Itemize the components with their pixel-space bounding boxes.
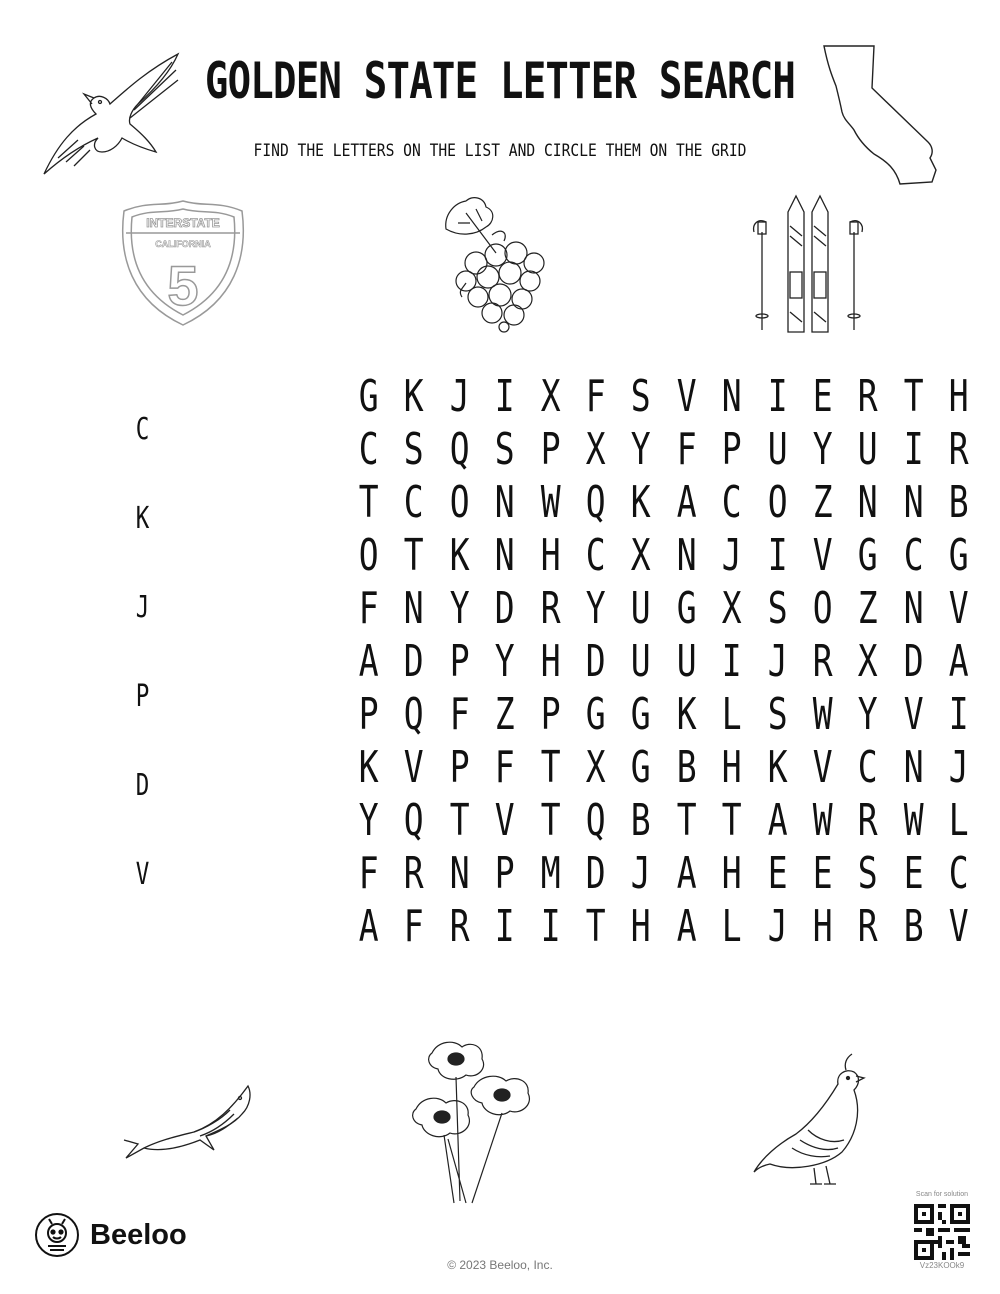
- grid-cell[interactable]: D: [404, 636, 425, 687]
- grid-cell[interactable]: J: [767, 636, 788, 687]
- grid-cell[interactable]: N: [858, 477, 878, 528]
- grid-cell[interactable]: V: [404, 742, 425, 793]
- page-title: GOLDEN STATE LETTER SEARCH: [204, 52, 796, 110]
- skis-icon: [748, 192, 868, 334]
- grid-cell[interactable]: S: [767, 583, 788, 634]
- word-list-item: P: [135, 679, 150, 714]
- grid-cell[interactable]: G: [676, 583, 697, 634]
- grid-cell[interactable]: Q: [585, 477, 606, 528]
- grid-cell[interactable]: K: [404, 371, 425, 422]
- grid-cell[interactable]: W: [812, 689, 833, 740]
- grid-cell[interactable]: R: [449, 901, 470, 952]
- grid-cell[interactable]: T: [449, 795, 470, 846]
- grid-cell[interactable]: X: [585, 424, 606, 475]
- grid-cell[interactable]: A: [358, 636, 379, 687]
- sign-number: 5: [167, 254, 199, 317]
- grid-cell[interactable]: U: [676, 636, 697, 687]
- qr-code-icon: [914, 1204, 970, 1260]
- grid-cell[interactable]: N: [449, 848, 470, 899]
- grid-cell[interactable]: J: [631, 848, 651, 899]
- grid-cell[interactable]: N: [404, 583, 425, 634]
- grid-cell[interactable]: R: [404, 848, 425, 899]
- grid-cell[interactable]: U: [767, 424, 788, 475]
- grid-cell[interactable]: P: [449, 742, 470, 793]
- grid-cell[interactable]: H: [812, 901, 833, 952]
- grid-cell[interactable]: E: [812, 371, 833, 422]
- grid-cell[interactable]: H: [540, 530, 561, 581]
- grid-cell[interactable]: H: [540, 636, 561, 687]
- grid-cell[interactable]: V: [812, 530, 833, 581]
- interstate-sign-icon: [118, 197, 248, 329]
- grid-cell[interactable]: G: [948, 530, 969, 581]
- grid-cell[interactable]: X: [585, 742, 606, 793]
- grid-cell[interactable]: V: [948, 583, 969, 634]
- grid-cell[interactable]: Y: [494, 636, 515, 687]
- grid-cell[interactable]: A: [767, 795, 788, 846]
- grid-cell[interactable]: I: [948, 689, 969, 740]
- grid-cell[interactable]: Y: [585, 583, 606, 634]
- word-list-item: C: [135, 412, 150, 447]
- grid-cell[interactable]: C: [858, 742, 878, 793]
- grid-cell[interactable]: D: [585, 636, 606, 687]
- grid-cell[interactable]: Y: [858, 689, 878, 740]
- grid-cell[interactable]: B: [631, 795, 651, 846]
- grid-cell[interactable]: S: [858, 848, 878, 899]
- grid-cell[interactable]: Q: [404, 689, 425, 740]
- grid-cell[interactable]: S: [404, 424, 425, 475]
- grid-cell[interactable]: P: [540, 689, 561, 740]
- grid-cell[interactable]: I: [494, 371, 515, 422]
- grid-cell[interactable]: Y: [358, 795, 379, 846]
- grid-cell[interactable]: O: [812, 583, 833, 634]
- copyright: © 2023 Beeloo, Inc.: [447, 1258, 553, 1272]
- word-list-item: J: [135, 590, 150, 625]
- grid-cell[interactable]: F: [404, 901, 425, 952]
- grid-cell[interactable]: G: [585, 689, 606, 740]
- grid-cell[interactable]: Z: [494, 689, 515, 740]
- grid-cell[interactable]: X: [631, 530, 651, 581]
- grid-cell[interactable]: E: [903, 848, 924, 899]
- grid-cell[interactable]: P: [721, 424, 742, 475]
- grid-cell[interactable]: H: [721, 742, 742, 793]
- word-list-item: K: [135, 501, 150, 536]
- qr-code-label: Vz23KOOk9: [919, 1261, 965, 1270]
- grid-cell[interactable]: G: [358, 371, 379, 422]
- grid-cell[interactable]: N: [494, 477, 515, 528]
- grid-cell[interactable]: P: [540, 424, 561, 475]
- grid-cell[interactable]: Q: [585, 795, 606, 846]
- grid-cell[interactable]: W: [903, 795, 924, 846]
- grid-cell[interactable]: T: [540, 795, 561, 846]
- grid-cell[interactable]: B: [903, 901, 924, 952]
- grid-cell[interactable]: C: [721, 477, 742, 528]
- grid-cell[interactable]: K: [631, 477, 651, 528]
- grid-cell[interactable]: K: [449, 530, 470, 581]
- grid-cell[interactable]: F: [358, 848, 379, 899]
- grid-cell[interactable]: C: [948, 848, 969, 899]
- grid-cell[interactable]: J: [449, 371, 470, 422]
- grid-cell[interactable]: S: [767, 689, 788, 740]
- grid-cell[interactable]: T: [903, 371, 924, 422]
- grid-cell[interactable]: F: [676, 424, 697, 475]
- grid-cell[interactable]: T: [676, 795, 697, 846]
- grid-cell[interactable]: K: [767, 742, 788, 793]
- grid-cell[interactable]: H: [631, 901, 651, 952]
- grid-cell[interactable]: C: [903, 530, 924, 581]
- poppies-icon: [408, 1035, 548, 1207]
- sign-interstate-label: INTERSTATE: [146, 216, 220, 230]
- grid-cell[interactable]: R: [540, 583, 561, 634]
- grid-cell[interactable]: E: [812, 848, 833, 899]
- grid-cell[interactable]: M: [540, 848, 561, 899]
- grid-cell[interactable]: T: [404, 530, 425, 581]
- grid-cell[interactable]: I: [494, 901, 515, 952]
- grid-cell[interactable]: V: [676, 371, 697, 422]
- grid-cell[interactable]: O: [767, 477, 788, 528]
- grid-cell[interactable]: X: [540, 371, 561, 422]
- grid-cell[interactable]: J: [767, 901, 788, 952]
- grid-cell[interactable]: H: [948, 371, 969, 422]
- grid-cell[interactable]: S: [494, 424, 515, 475]
- grid-cell[interactable]: L: [721, 901, 742, 952]
- grid-cell[interactable]: C: [358, 424, 379, 475]
- brand-logo: [34, 1212, 187, 1258]
- grid-cell[interactable]: I: [767, 530, 788, 581]
- grid-cell[interactable]: T: [721, 795, 742, 846]
- word-list: [120, 412, 165, 946]
- grid-cell[interactable]: N: [721, 371, 742, 422]
- grid-cell[interactable]: R: [812, 636, 833, 687]
- grid-cell[interactable]: R: [858, 795, 878, 846]
- california-map-icon: [818, 42, 954, 188]
- grid-cell[interactable]: I: [721, 636, 742, 687]
- grid-cell[interactable]: A: [676, 477, 697, 528]
- word-list-item: D: [135, 768, 150, 803]
- whale-icon: [120, 1078, 260, 1164]
- grid-cell[interactable]: G: [631, 742, 651, 793]
- grid-cell[interactable]: G: [631, 689, 651, 740]
- grid-cell[interactable]: P: [494, 848, 515, 899]
- grid-cell[interactable]: K: [358, 742, 379, 793]
- quail-icon: [752, 1048, 872, 1188]
- grid-cell[interactable]: C: [585, 530, 606, 581]
- grid-cell[interactable]: C: [404, 477, 425, 528]
- grid-cell[interactable]: N: [676, 530, 697, 581]
- grid-cell[interactable]: Y: [812, 424, 833, 475]
- grapes-icon: [436, 193, 551, 333]
- grid-cell[interactable]: F: [585, 371, 606, 422]
- grid-cell[interactable]: G: [858, 530, 878, 581]
- grid-cell[interactable]: D: [494, 583, 515, 634]
- grid-cell[interactable]: N: [903, 742, 924, 793]
- grid-cell[interactable]: D: [585, 848, 606, 899]
- grid-cell[interactable]: T: [540, 742, 561, 793]
- sign-state-label: CALIFORNIA: [155, 239, 211, 249]
- grid-cell[interactable]: I: [767, 371, 788, 422]
- grid-cell[interactable]: N: [903, 583, 924, 634]
- grid-cell[interactable]: L: [948, 795, 969, 846]
- grid-cell[interactable]: A: [358, 901, 379, 952]
- grid-cell[interactable]: F: [449, 689, 470, 740]
- grid-cell[interactable]: R: [858, 371, 878, 422]
- grid-cell[interactable]: W: [540, 477, 561, 528]
- grid-cell[interactable]: I: [540, 901, 561, 952]
- grid-cell[interactable]: Z: [858, 583, 878, 634]
- grid-cell[interactable]: Q: [449, 424, 470, 475]
- grid-cell[interactable]: Q: [404, 795, 425, 846]
- qr-caption: Scan for solution: [915, 1191, 969, 1198]
- brand-name: Beeloo: [90, 1218, 187, 1251]
- grid-cell[interactable]: Z: [812, 477, 833, 528]
- grid-cell[interactable]: R: [858, 901, 878, 952]
- grid-cell[interactable]: T: [358, 477, 379, 528]
- grid-cell[interactable]: A: [676, 901, 697, 952]
- bee-logo-icon: [34, 1212, 80, 1258]
- grid-cell[interactable]: R: [948, 424, 969, 475]
- grid-cell[interactable]: E: [767, 848, 788, 899]
- letter-grid: [346, 370, 981, 953]
- grid-cell[interactable]: U: [858, 424, 878, 475]
- grid-cell[interactable]: D: [903, 636, 924, 687]
- grid-cell[interactable]: O: [449, 477, 470, 528]
- grid-cell[interactable]: T: [585, 901, 606, 952]
- instructions: FIND THE LETTERS ON THE LIST AND CIRCLE THEM ON THE GRID: [253, 141, 747, 161]
- grid-cell[interactable]: B: [676, 742, 697, 793]
- grid-cell[interactable]: I: [903, 424, 924, 475]
- grid-cell[interactable]: J: [948, 742, 969, 793]
- grid-cell[interactable]: A: [948, 636, 969, 687]
- eagle-icon: [38, 48, 184, 180]
- grid-cell[interactable]: W: [812, 795, 833, 846]
- grid-cell[interactable]: F: [358, 583, 379, 634]
- grid-cell[interactable]: U: [631, 583, 651, 634]
- grid-cell[interactable]: O: [358, 530, 379, 581]
- grid-cell[interactable]: K: [676, 689, 697, 740]
- grid-cell[interactable]: A: [676, 848, 697, 899]
- grid-cell[interactable]: L: [721, 689, 742, 740]
- grid-cell[interactable]: V: [494, 795, 515, 846]
- grid-cell[interactable]: S: [631, 371, 651, 422]
- grid-cell[interactable]: F: [494, 742, 515, 793]
- grid-cell[interactable]: P: [449, 636, 470, 687]
- grid-cell[interactable]: P: [358, 689, 379, 740]
- grid-cell[interactable]: V: [903, 689, 924, 740]
- grid-cell[interactable]: V: [948, 901, 969, 952]
- grid-cell[interactable]: N: [494, 530, 515, 581]
- grid-cell[interactable]: U: [631, 636, 651, 687]
- grid-cell[interactable]: X: [858, 636, 878, 687]
- grid-cell[interactable]: X: [721, 583, 742, 634]
- grid-cell[interactable]: B: [948, 477, 969, 528]
- grid-cell[interactable]: Y: [631, 424, 651, 475]
- word-list-item: V: [135, 857, 150, 892]
- grid-cell[interactable]: N: [903, 477, 924, 528]
- grid-cell[interactable]: V: [812, 742, 833, 793]
- grid-cell[interactable]: Y: [449, 583, 470, 634]
- grid-cell[interactable]: J: [721, 530, 742, 581]
- grid-cell[interactable]: H: [721, 848, 742, 899]
